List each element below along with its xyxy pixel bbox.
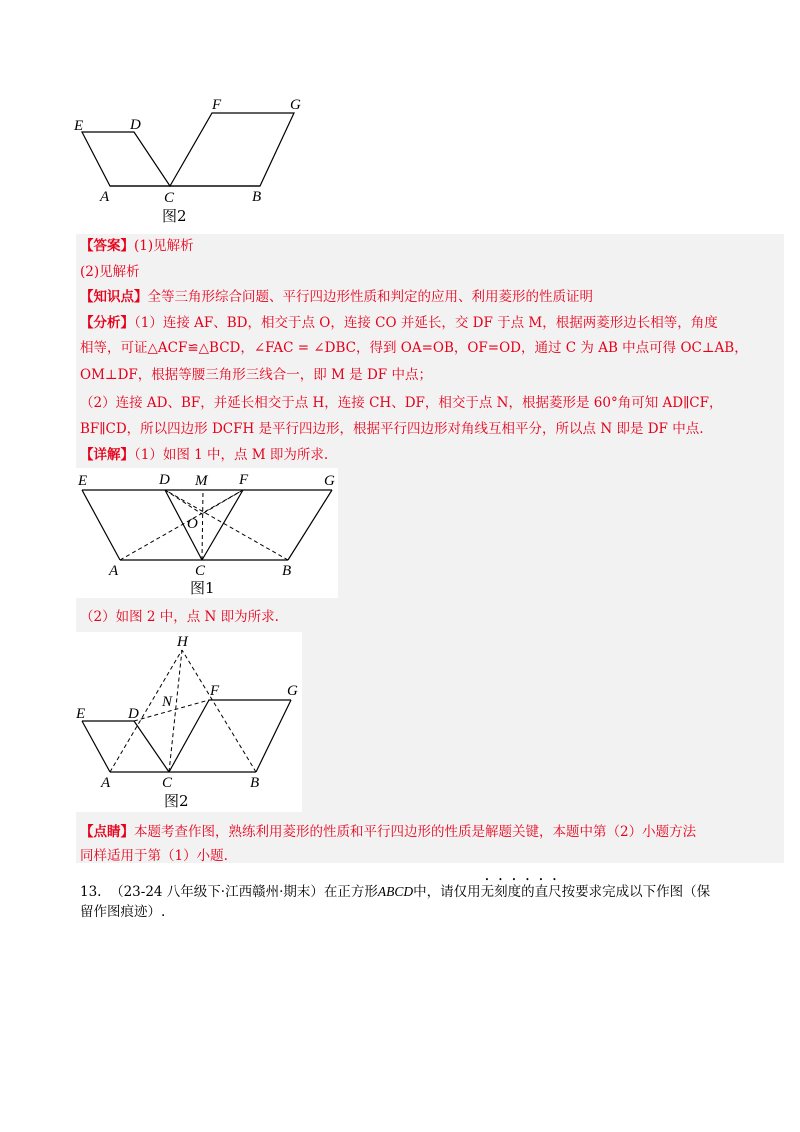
analysis-tag: 【分析】 (80, 315, 134, 331)
analysis-line3: OM⊥DF，根据等腰三角形三线合一，即 M 是 DF 中点； (80, 367, 432, 383)
point-D: D (130, 117, 141, 133)
fig2-point-H: H (177, 634, 188, 650)
detail-text: （1）如图 1 中，点 M 即为所求. (134, 447, 329, 463)
question-shape: ABCD (377, 884, 414, 899)
edge-CF (202, 490, 243, 560)
fig1-point-B: B (282, 563, 292, 579)
point-A: A (100, 189, 110, 205)
rhombus-right (170, 113, 294, 186)
analysis-line2: 相等，可证△ACF≌△BCD，∠FAC = ∠DBC，得到 OA=OB，OF=OD，通过 C 为 AB 中点可得 OC⊥AB， (80, 340, 748, 356)
analysis-text-1: （1）连接 AF、BD，相交于点 O，连接 CO 并延长，交 DF 于点 M，根据两菱形边长相等，角度 (134, 315, 718, 331)
comment-line1 (80, 824, 696, 840)
point-F: F (212, 97, 222, 113)
analysis-line4: （2）连接 AD、BF，并延长相交于点 H，连接 CH、DF，相交于点 N，根据菱形是 60°角可知 AD∥CF， (80, 395, 723, 411)
analysis-line5: BF∥CD，所以四边形 DCFH 是平行四边形，根据平行四边形对角线互相平分，所以点 N 即是 DF 中点. (80, 421, 704, 437)
edge-DC (134, 721, 169, 772)
comment-tag: 【点睛】 (80, 824, 134, 840)
fig2-point-N: N (162, 694, 173, 710)
question-13-line2: 留作图痕迹）. (80, 904, 166, 920)
detail-line (80, 447, 328, 463)
knowledge-text: 全等三角形综合问题、平行四边形性质和判定的应用、利用菱形的性质证明 (147, 289, 593, 305)
comment-text-1: 本题考查作图，熟练利用菱形的性质和平行四边形的性质是解题关键，本题中第（2）小题方法 (134, 824, 697, 840)
fig1-point-O: O (187, 516, 198, 532)
fig1-point-E: E (78, 473, 88, 489)
point-B: B (252, 189, 262, 205)
detail-tag: 【详解】 (80, 447, 134, 463)
figure-2-svg (76, 632, 302, 812)
figure-1 (76, 468, 338, 598)
fig2-point-E: E (76, 706, 86, 722)
fig1-point-M: M (195, 473, 208, 489)
answer-tag: 【答案】 (80, 238, 134, 254)
edge-GB (256, 700, 291, 772)
question-13-line1 (80, 876, 710, 900)
fig1-point-F: F (239, 472, 249, 488)
rhombus-left (82, 132, 170, 186)
question-emphasis: 无刻度的直尺 (480, 884, 562, 900)
figure-top (70, 92, 320, 227)
fig1-point-C: C (195, 563, 206, 579)
question-text-b: 按要求完成以下作图（保 (561, 884, 711, 900)
figure-2 (76, 632, 302, 812)
figure-1-svg (76, 468, 338, 598)
edge-CF (169, 700, 209, 772)
fig2-point-B: B (250, 775, 260, 791)
fig1-point-G: G (324, 473, 335, 489)
figure-top-caption: 图2 (162, 207, 187, 225)
fig1-point-D: D (159, 472, 170, 488)
question-number: 13. (80, 884, 102, 900)
question-text-a: 中，请仅用 (413, 884, 481, 900)
dashed-CM (202, 490, 203, 560)
fig1-point-A: A (109, 563, 119, 579)
fig2-point-G: G (287, 683, 298, 699)
answer-line1 (80, 238, 194, 254)
point-G: G (290, 97, 301, 113)
figure-1-caption: 图1 (190, 579, 215, 597)
fig2-point-C: C (162, 775, 173, 791)
fig2-point-F: F (210, 683, 220, 699)
question-source: （23-24 八年级下·江西赣州·期末）在正方形 (110, 884, 378, 900)
detail2-line: （2）如图 2 中，点 N 即为所求. (80, 609, 279, 625)
comment-line2: 同样适用于第（1）小题. (80, 848, 228, 864)
analysis-line1 (80, 315, 718, 331)
knowledge-line (80, 289, 593, 305)
edge-EA (82, 721, 110, 772)
point-C: C (164, 190, 175, 206)
knowledge-tag: 【知识点】 (80, 289, 148, 305)
edge-EA (82, 490, 120, 560)
edge-BG (288, 490, 332, 560)
fig2-point-D: D (128, 706, 139, 722)
figure-2-caption: 图2 (164, 792, 189, 810)
answer-line2: (2)见解析 (80, 264, 140, 280)
dashed-BH (182, 650, 256, 772)
figure-top-svg (70, 92, 320, 227)
fig2-point-A: A (101, 775, 111, 791)
answer-part1: (1)见解析 (134, 238, 194, 254)
point-E: E (74, 118, 84, 134)
